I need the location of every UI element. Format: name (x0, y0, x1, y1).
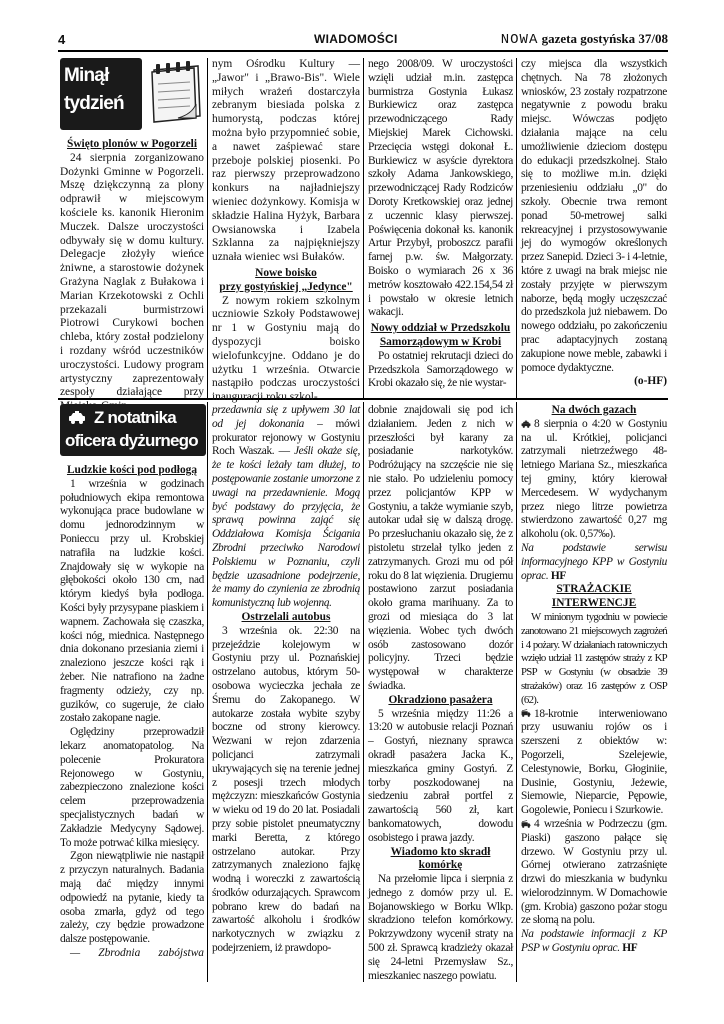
article-title: Na dwóch gazach (551, 404, 637, 416)
article-text: 8 sierpnia o 4:20 w Gostyniu na ul. Krótkiej, policjanci zatrzymali nietrzeźwego 48-letniego Mariana Sz., mieszkańca tej gminy, który kierował Mercedesem. W wydychanym przez niego litrze powietrza stwierdzono zawartość 0,27 mg alkoholu (ok. 0,57‰). (521, 417, 667, 541)
article-subtitle: Samorządowym w Krobi (379, 335, 502, 348)
article-text: 3 września ok. 22:30 na przejeździe kolejowym w Gostyniu przy ul. Poznańskiej ostrzelano autobus, którym 50-osobowa wycieczka jechała ze Śremu do Zakopanego. W autokarze została wybite szyby boczne od strony kierowcy. Wezwani w rejon zdarzenia policjanci zatrzymali ukrywających się na terenie jednej z posesji trzech młodych mężczyzn: mieszkańców Gostynia w wieku od 19 do 20 lat. Posiadali przy sobie pistolet pneumatyczny marki Beretta, z którego ostrzelano autokar. Przy zatrzymanych znaleziono fajkę wodną i woreczki z zawartością środków odurzających. Sprawcom pobrano krew do badań na zawartość alkoholu i środków narkotycznych w związku z podejrzeniem, iż prawdopo- (212, 624, 360, 955)
article-text: Zgon niewątpliwie nie nastąpił z przyczyn naturalnych. Badania mają dać między innymi odpowiedź na pytanie, kiedy ta osoba zmarła, gdyż od tego zależy, czy będzie prowadzone dalsze postępowanie. (60, 850, 204, 946)
police-car-icon (68, 411, 86, 425)
column-rule (363, 58, 364, 398)
article-text: nego 2008/09. W uroczystości wzięli udział m.in. zastępca burmistrza Gostynia Łukasz Burkiewicz oraz zastępca przewodniczącego Rady Miejskiej Marek Cichowski. Przecięcia wstęgi dokonał Ł. Burkiewicz w asyście dyrektora szkoły Adama Jankowskiego, przewodniczącej Rady Rodziców Doroty Kretkowskiej oraz jednej z uczennic klasy pierwszej. Poświęcenia dokonał ks. kanonik Artur Przybył, proboszcz parafii farnej p.w. św. Małgorzaty. Boisko o wymiarach 26 x 36 metrów kosztowało 422.154,54 zł i powstało w okresie letnich wakacji. (368, 58, 513, 319)
paper-title-prefix: NOWA (500, 32, 539, 48)
week-column-4 (521, 58, 667, 396)
police-badge-line1: Z notatnika (94, 408, 176, 427)
column-rule (516, 58, 517, 398)
police-badge-line2: oficera dyżurnego (65, 431, 198, 450)
article-title: Wiadomo kto skradł komórkę (390, 845, 491, 872)
week-column-2 (212, 58, 360, 404)
article-text: Po ostatniej rekrutacji dzieci do Przedszkola Samorządowego w Krobi okazało się, że nie wystar- (368, 349, 513, 390)
quote-start: — Zbrodnia zabójstwa (70, 946, 204, 959)
fire-truck-icon (521, 820, 531, 829)
article-source: Na podstawie serwisu informacyjnego KPP w Gostyniu oprac. (521, 541, 667, 582)
paper-title (501, 31, 668, 48)
week-badge-line1: Minął (64, 65, 109, 86)
article-title: Nowe boisko (255, 266, 317, 279)
article-text: 5 września między 11:26 a 13:20 w autobusie relacji Poznań – Gostyń, nieznany sprawca okradł pasażera Jacka K., mieszkańca gminy Gostyń. Z torby poszkodowanej na siedzeniu zabrał portfel z zawartością 560 zł, kart bankomatowych, dowodu osobistego i prawa jazdy. (368, 707, 513, 844)
week-section-badge (60, 58, 204, 130)
column-rule (363, 402, 364, 982)
column-rule (516, 402, 517, 982)
article-title: Okradziono pasażera (388, 693, 493, 706)
article-text: 1 września w godzinach południowych ekipa remontowa wykonująca prace budowlane w domu jednorodzinnym w Ponieccu przy ul. Krobskiej natrafiła na ludzkie kości. Znajdowały się w wykopie na głębokości około 130 cm, nad którym kiedyś była podłoga. Kości były przysypane piaskiem i wapnem. Zachowała się czaszka, kości nóg, miednica. Następnego dnia dokonano przesiania ziemi i znaleziono jeszcze kości rąk i żeber. Nie natrafiono na żadne fragmenty odzieży, czy np. guzików, co sugeruje, że ciało zostało zakopane nagie. (60, 477, 204, 725)
week-column-1 (60, 138, 204, 399)
week-column-3 (368, 58, 513, 396)
section-title: WIADOMOŚCI (314, 32, 398, 46)
article-subtitle: przy gostyńskiej „Jedynce" (219, 280, 353, 293)
article-signature: HF (622, 942, 638, 955)
police-car-icon (521, 420, 531, 429)
article-source: Na podstawie informacji z KP PSP w Gostyniu oprac. (521, 928, 667, 955)
police-column-3 (368, 404, 513, 982)
calendar-icon (148, 60, 202, 122)
article-title: Ludzkie kości pod podłogą (66, 464, 198, 476)
article-text: W minionym tygodniu w powiecie zanotowano 21 miejscowych zagrożeń i 4 pożary. W działaniach ratowniczych wzięło udział 11 zastępów straży z KP PSP w Gostyniu (w obsadzie 39 strażaków) oraz 16 zastępów z OSP (62). (521, 610, 667, 706)
page-header (58, 30, 668, 52)
paper-title-rest: gazeta gostyńska 37/08 (538, 31, 668, 46)
week-badge-block (60, 58, 142, 130)
police-column-2 (212, 404, 360, 982)
week-badge-line2: tydzień (64, 93, 124, 114)
article-text: Z nowym rokiem szkolnym uczniowie Szkoły Podstawowej nr 1 w Gostyniu mają do dyspozycji boisko wielofunkcyjne. Oddano je do użytku 1 września. Otwarcie nastąpiło podczas uroczystości inauguracji roku szkol- (212, 294, 360, 404)
article-text: 24 sierpnia zorganizowano Dożynki Gminne w Pogorzeli. Mszę dziękczynną za plony odprawił w miejscowym kościele ks. kanonik Hieronim Muczek. Dalsze uroczystości odbywały się w domu kultury. Delegacje złożyły wieńce żniwne, a starostowie dożynek Grażyna Naglak z Bułakowa i Marian Krzekotowski z Ochli przekazali burmistrzowi Piotrowi Curykowi bochen chleba, który został podzielony i rozdany wśród uczestników uroczystości. Ludowy program artystyczny zaprezentowały zespoły działające przy (60, 151, 204, 399)
quote-text: Jeśli okaże się, że te kości leżały tam dłużej, to postępowanie zostanie umorzone z uwagi na przedawnienie. Mogą być podstawy do przyjęcia, że sprawą powinna zająć się Oddziałowa Komisja Ścigania Zbrodni przeciwko Narodowi Polskiemu w Poznaniu, czyli będzie uzasadnione podejrzenie, że mamy do czynienia ze zbrodnią komunistyczną lub wojenną. (212, 445, 360, 610)
column-rule (207, 402, 208, 982)
article-text: nym Ośrodku Kultury — „Jawor" i „Brawo-Bis". Wiele miłych wrażeń dostarczyła zebranym biesiada polska z humorystą, podczas której można było przypomnieć sobie, a nawet zaśpiewać stare przeboje polskiej piosenki. Po raz pierwszy przeprowadzono konkurs na najładniejszy wieniec dożynkowy. Komisja w składzie Halina Hyżyk, Barbara Owsianowska i Izabela Szklanna za najpiękniejszy uznała wieniec wsi Bułaków. (212, 58, 360, 264)
article-signature: (o-HF) (634, 375, 667, 388)
article-text: czy miejsca dla wszystkich chętnych. Na 78 złożonych wniosków, 23 zostały rozpatrzone negatywnie z powodu braku miejsc. Wówczas podjęto działania mające na celu umożliwienie dzieciom dostępu do edukacji przedszkolnej. Stało się to możliwe m.in. dzięki przeniesieniu oddziału „0" do szkoły. Obecnie trwa remont ponad 50-metrowej salki rekreacyjnej i przystosowywanie jej do wymogów określonych przez Sanepid. Dzieci 3- i 4-letnie, które z uwagi na brak miejsc nie zostały przyjęte w pierwszym naborze, będą mogły uczęszczać do przedszkola już niebawem. Do nowego oddziału, po zakończeniu prac adaptacyjnych zostaną zakupione nowe meble, zabawki i pomoce dydaktyczne. (521, 58, 667, 374)
article-text: Oględziny przeprowadził lekarz anomatopatolog. Na polecenie Prokuratora Rejonowego w Gostyniu, zabezpieczono znalezione kości celem przeprowadzenia specjalistycznych badań w Zakładzie Medycyny Sądowej. To może potrwać kilka miesięcy. (60, 726, 204, 849)
quote-attribution: – mówi prokurator rejonowy w Gostyniu Roch Waszak. — (212, 417, 360, 458)
article-text: 18-krotnie interweniowano przy usuwaniu rojów os i szerszeni z obiektów w: Pogorzeli, Szelejewie, Celestynowie, Borku, Głoginiie, Dusinie, Gostyniu, Jeżewie, Siemowie, Nieparcie, Pępowie, Gogolewie, Poniecu i Szurkowie. (521, 707, 667, 817)
page-number: 4 (58, 32, 66, 47)
article-title: Nowy oddział w Przedszkolu (370, 322, 511, 335)
article-text: dobnie znajdowali się pod ich działaniem. Jeden z nich w przeszłości był karany za posiadanie narkotyków. Podróżujący na szczęście nie się nie stało. Po udzieleniu pomocy przez policjantów KPP w Gostyniu, a także wymianie szyb, autokar udał się w dalszą drogę. Po przesłuchaniu okazało się, że z pistoletu strzelał tylko jeden z zatrzymanych. Grozi mu od pół roku do 8 lat więzienia. Drugiemu postawiono zarzut posiadania około grama marihuany. Za to grozi od miesiąca do 3 lat więzienia. Wobec tych dwóch osób zastosowano dozór policyjny. Trzeci będzie występował w charakterze świadka. (368, 404, 513, 692)
article-text: 4 września w Podrzeczu (gm. Piaski) gaszono pałące się drzewo. W Gostyniu przy ul. Górnej otwierano zatrzaśnięte drzwi do mieszkania w budynku wielorodzinnym. W Domachowie (gm. Krobia) gaszono pożar stogu ze słomą na polu. (521, 817, 667, 927)
article-text: Na przełomie lipca i sierpnia z jednego z domów przy ul. E. Bojanowskiego w Borku Wlkp. skradziono telefon komórkowy. Pokrzywdzony wycenił straty na 500 zł. Sprawcą kradzieży okazał się 24-letni Przemysław Sz., mieszkaniec naszego powiatu. (368, 873, 513, 982)
column-rule (207, 58, 208, 398)
police-section-badge (60, 404, 206, 456)
fire-truck-icon (521, 709, 531, 718)
police-column-4 (521, 404, 667, 982)
article-title: STRAŻACKIE INTERWENCJE (551, 583, 637, 610)
article-title: Święto plonów w Pogorzeli (66, 138, 198, 150)
article-title: Ostrzelali autobus (241, 610, 331, 623)
quote-text: przedawnia się z upływem 30 lat od jej dokonania (212, 404, 360, 430)
police-column-1 (60, 464, 204, 982)
article-signature: HF (550, 569, 566, 582)
